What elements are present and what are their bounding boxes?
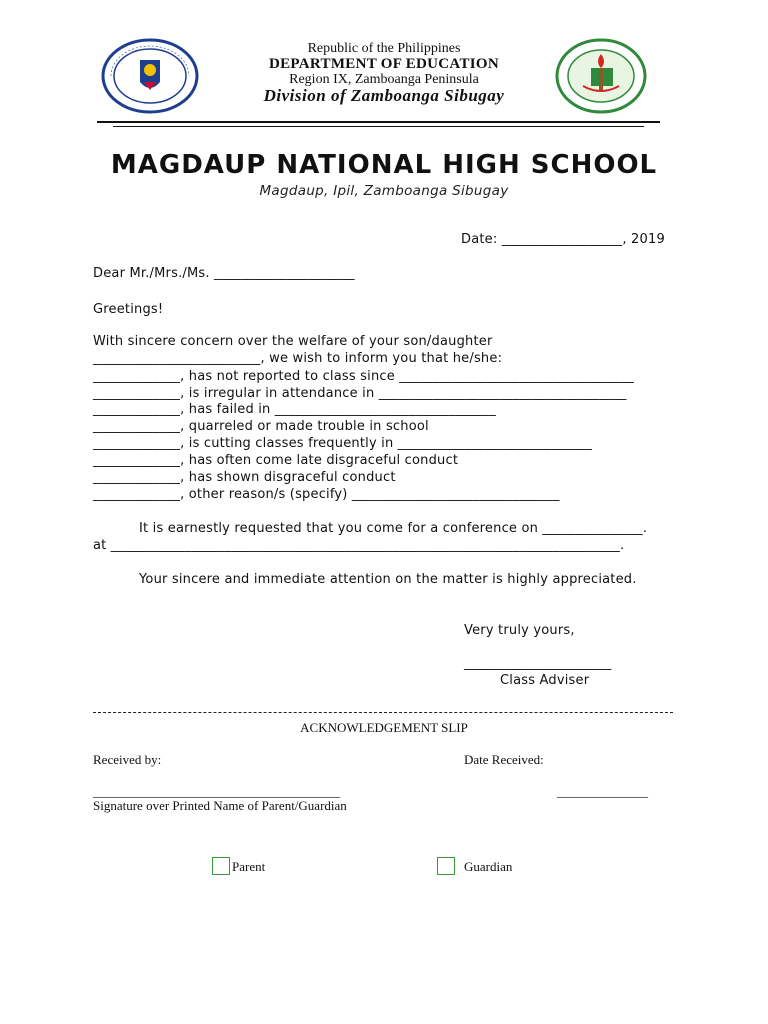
greeting: Greetings! bbox=[93, 302, 164, 317]
slip-title: ACKNOWLEDGEMENT SLIP bbox=[300, 720, 468, 735]
reason-item: _____________, other reason/s (specify) _______________________________ bbox=[93, 487, 560, 502]
signer-title: Class Adviser bbox=[500, 673, 590, 688]
reason-item: _____________, has not reported to class since ___________________________________ bbox=[93, 369, 634, 384]
header-rule-bottom bbox=[113, 126, 644, 127]
conference-line-2: at ____________________________________________________________________________. bbox=[93, 538, 625, 553]
reason-item: _____________, has failed in _________________________________ bbox=[93, 402, 496, 417]
header-republic: Republic of the Philippines bbox=[307, 41, 461, 56]
intro-line-1: With sincere concern over the welfare of your son/daughter bbox=[93, 334, 493, 349]
reason-item: _____________, is irregular in attendance in _____________________________________ bbox=[93, 386, 627, 401]
date-received-line: ______________ bbox=[557, 784, 648, 799]
received-by-label: Received by: bbox=[93, 752, 162, 767]
closing: Very truly yours, bbox=[464, 623, 575, 638]
conference-line-1: It is earnestly requested that you come for a conference on _______________. bbox=[139, 521, 648, 536]
reason-item: _____________, quarreled or made trouble in school bbox=[93, 419, 429, 434]
parent-signature-line: ______________________________________ bbox=[93, 784, 340, 799]
school-address: Magdaup, Ipil, Zamboanga Sibugay bbox=[259, 183, 509, 199]
date-received-label: Date Received: bbox=[464, 752, 544, 767]
school-name: MAGDAUP NATIONAL HIGH SCHOOL bbox=[110, 150, 658, 180]
reason-item: _____________, has shown disgraceful conduct bbox=[93, 470, 396, 485]
header-division: Division of Zamboanga Sibugay bbox=[263, 86, 505, 105]
parent-label: Parent bbox=[232, 859, 266, 874]
reason-item: _____________, is cutting classes frequently in _____________________________ bbox=[93, 436, 593, 451]
date-line: Date: __________________, 2019 bbox=[461, 232, 665, 247]
appreciation-line: Your sincere and immediate attention on the matter is highly appreciated. bbox=[139, 572, 637, 587]
parent-signature-label: Signature over Printed Name of Parent/Guardian bbox=[93, 798, 347, 813]
header-department: DEPARTMENT OF EDUCATION bbox=[269, 56, 499, 72]
header-rule-top bbox=[97, 121, 660, 123]
reason-item: _____________, has often come late disgraceful conduct bbox=[93, 453, 459, 468]
parent-checkbox[interactable] bbox=[212, 857, 230, 875]
cut-line bbox=[93, 712, 673, 713]
header-region: Region IX, Zamboanga Peninsula bbox=[289, 72, 479, 87]
signature-line: ______________________ bbox=[464, 656, 612, 671]
guardian-label: Guardian bbox=[464, 859, 513, 874]
guardian-checkbox[interactable] bbox=[437, 857, 455, 875]
intro-line-2: _________________________, we wish to inform you that he/she: bbox=[93, 351, 503, 366]
salutation: Dear Mr./Mrs./Ms. _____________________ bbox=[93, 266, 355, 281]
